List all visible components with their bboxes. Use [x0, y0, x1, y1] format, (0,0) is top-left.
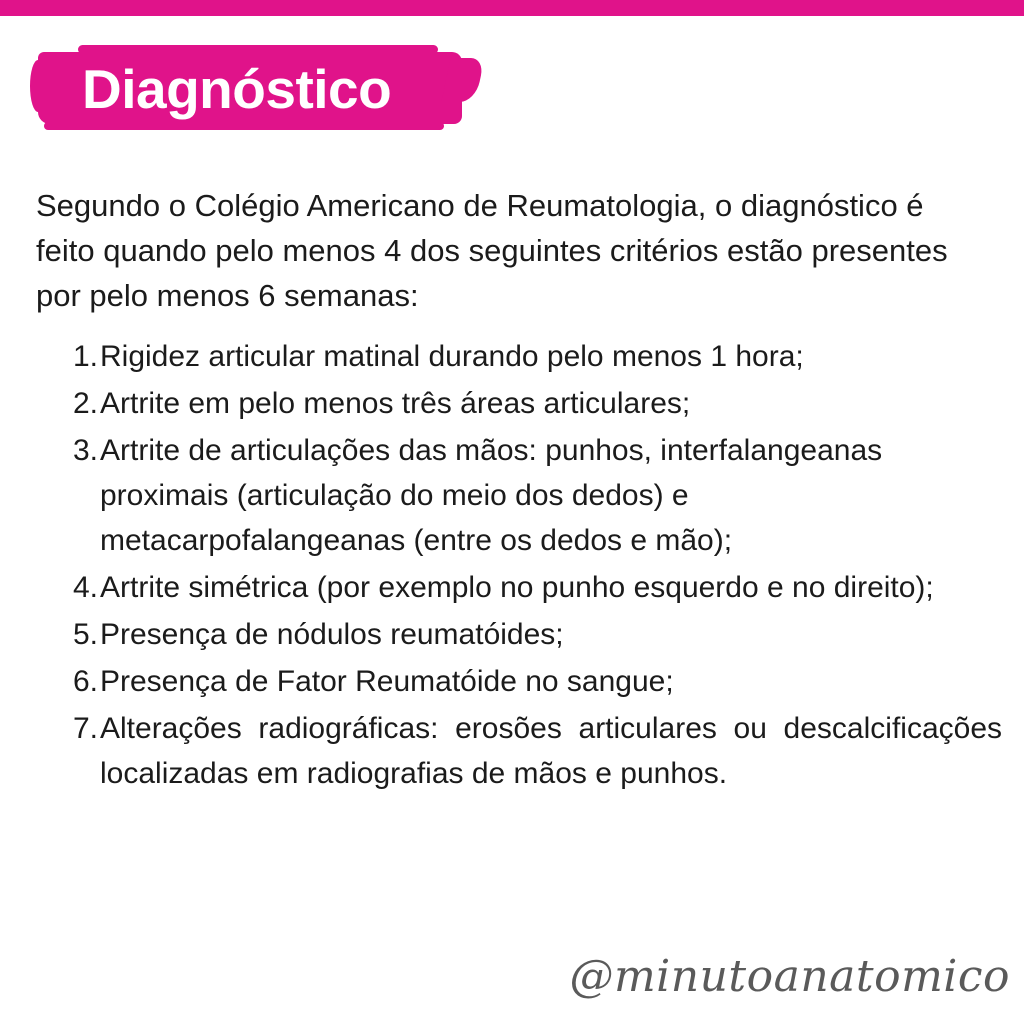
- list-item: [62, 706, 1002, 796]
- list-item-number: 3.: [72, 434, 98, 467]
- title-brush-streak-bottom: [44, 122, 444, 130]
- top-accent-bar: [0, 0, 1024, 16]
- criteria-list: [62, 334, 1002, 798]
- list-item-number: 5.: [72, 618, 98, 651]
- list-item-number: 4.: [72, 571, 98, 604]
- list-item-text: Artrite simétrica (por exemplo no punho esquerdo e no direito);: [100, 571, 934, 604]
- list-item-text: Rigidez articular matinal durando pelo menos 1 hora;: [100, 340, 804, 373]
- social-handle: @minutoanatomico: [569, 951, 1010, 1002]
- intro-paragraph: Segundo o Colégio Americano de Reumatologia, o diagnóstico é feito quando pelo menos 4 dos seguintes critérios estão presentes por pelo menos 6 semanas:: [36, 188, 948, 313]
- list-item-number: 6.: [72, 665, 98, 698]
- list-item-number: 2.: [72, 387, 98, 420]
- list-item-number: 7.: [72, 712, 98, 745]
- list-item: [62, 612, 1002, 657]
- list-item-number: 1.: [72, 340, 98, 373]
- list-item: [62, 565, 1002, 610]
- list-item-text: Presença de Fator Reumatóide no sangue;: [100, 665, 674, 698]
- list-item-text: Artrite de articulações das mãos: punhos, interfalangeanas proximais (articulação do meio dos dedos) e metacarpofalangeanas (entre os dedos e mão);: [100, 434, 883, 557]
- list-item: [62, 659, 1002, 704]
- title-block: [38, 52, 468, 130]
- list-item-text: Presença de nódulos reumatóides;: [100, 618, 564, 651]
- list-item-text: Artrite em pelo menos três áreas articulares;: [100, 387, 691, 420]
- list-item-text: Alterações radiográficas: erosões articulares ou descalcificações localizadas em radiografias de mãos e punhos.: [100, 712, 1002, 790]
- list-item: [62, 334, 1002, 379]
- list-item: [62, 381, 1002, 426]
- list-item: [62, 428, 1002, 563]
- page-title: Diagnóstico: [82, 58, 392, 120]
